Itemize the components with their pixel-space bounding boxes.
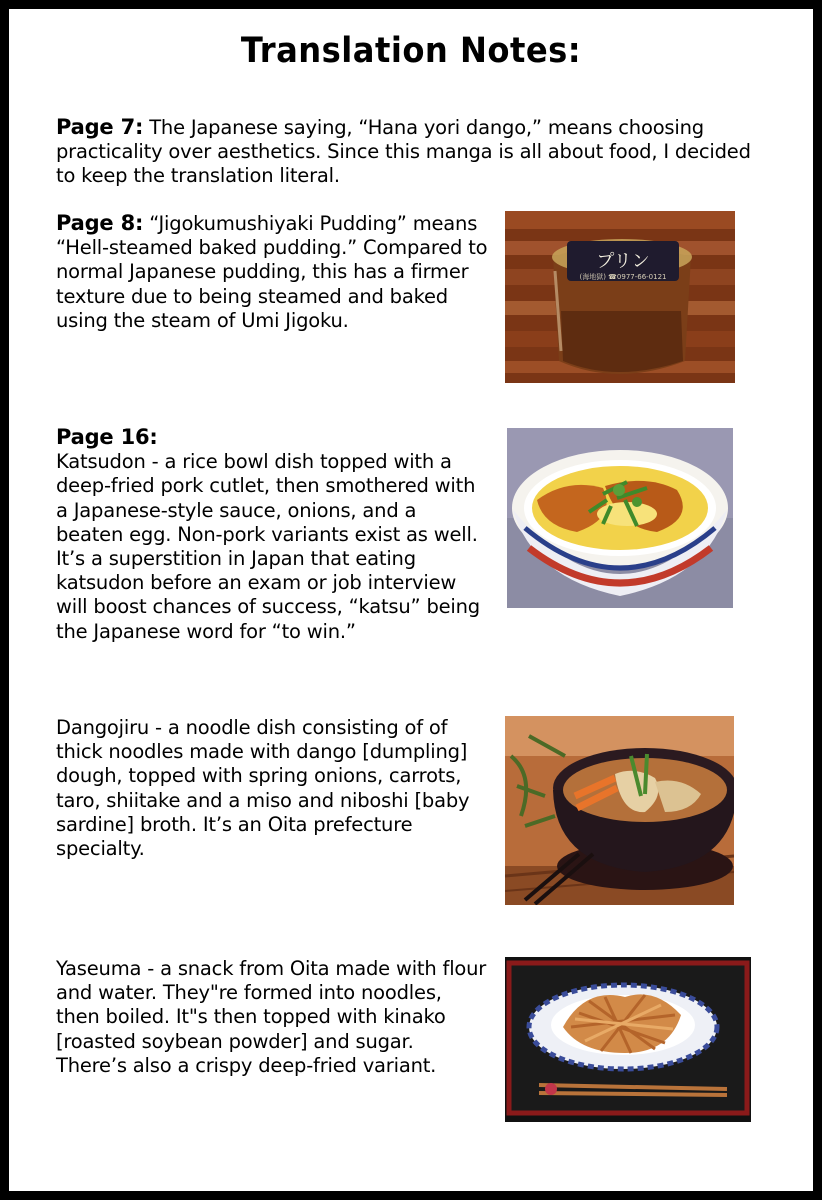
- yaseuma-photo: [505, 957, 751, 1122]
- note-label: Page 7:: [56, 115, 144, 139]
- note-page-16: [56, 425, 488, 644]
- katsudon-photo: [507, 428, 733, 608]
- pudding-label-phone: (海地獄) ☎0977-66-0121: [579, 273, 667, 281]
- note-label: Page 8:: [56, 211, 144, 235]
- pudding-photo: [505, 211, 735, 383]
- note-page-7: [56, 115, 756, 189]
- note-text: Yaseuma - a snack from Oita made with flour and water. They"re formed into noodles, then boiled. It"s then topped with kinako [roasted soybean powder] and sugar. There’s also a crispy deep-fried variant.: [56, 957, 487, 1077]
- note-page-8: [56, 211, 488, 333]
- note-text: The Japanese saying, “Hana yori dango,” means choosing practicality over aesthetics. Since this manga is all about food, I decided to keep the translation literal.: [56, 116, 751, 188]
- page-title: Translation Notes:: [240, 31, 582, 71]
- note-text: “Jigokumushiyaki Pudding” means “Hell-steamed baked pudding.” Compared to normal Japanese pudding, this has a firmer texture due to being steamed and baked using the steam of Umi Jigoku.: [56, 212, 488, 332]
- dangojiru-photo: [505, 716, 734, 905]
- note-dangojiru: [56, 716, 488, 861]
- notes-page: [9, 9, 813, 1191]
- note-yaseuma: [56, 957, 488, 1078]
- pudding-label-name: プリン: [596, 251, 650, 272]
- note-text: Dangojiru - a noodle dish consisting of of thick noodles made with dango [dumpling] dough, topped with spring onions, carrots, taro, shiitake and a miso and niboshi [baby sardine] broth. It’s an Oita prefecture specialty.: [56, 716, 470, 861]
- note-label: Page 16:: [56, 425, 158, 449]
- note-text: Katsudon - a rice bowl dish topped with a deep-fried pork cutlet, then smothered with a Japanese-style sauce, onions, and a beaten egg. Non-pork variants exist as well. It’s a superstition in Japan that eating katsudon before an exam or job interview will boost chances of success, “katsu” being the Japanese word for “to win.”: [56, 450, 480, 643]
